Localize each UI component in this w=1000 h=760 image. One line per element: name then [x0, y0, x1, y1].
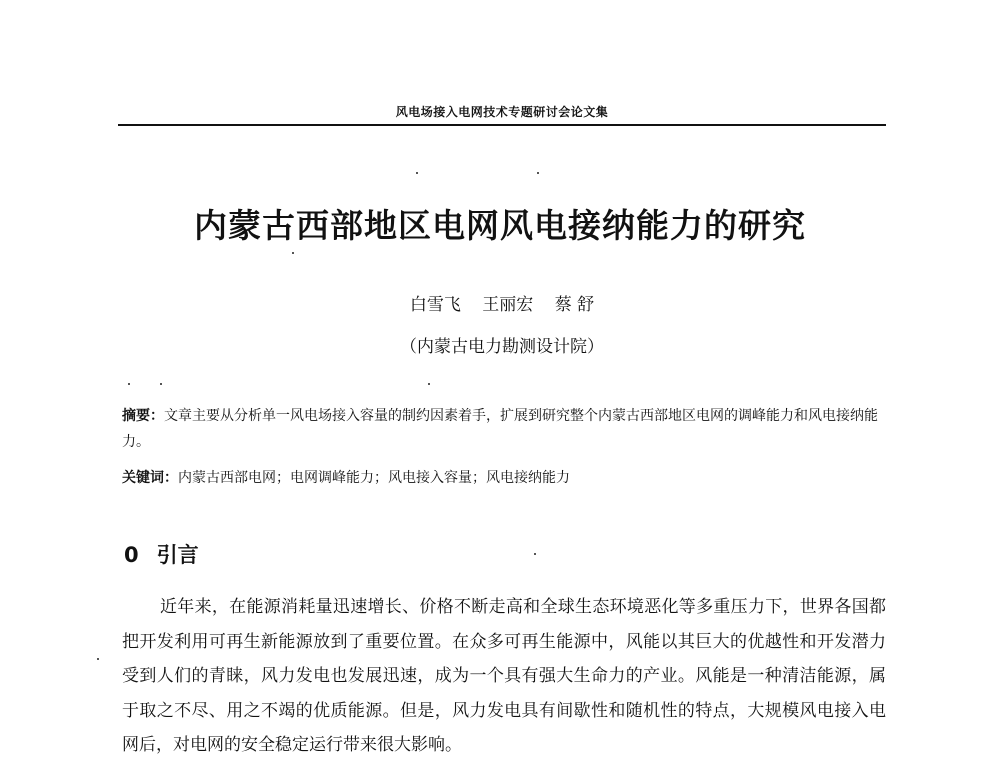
paper-title: 内蒙古西部地区电网风电接纳能力的研究	[194, 206, 806, 245]
scan-speck	[428, 383, 430, 385]
scan-speck	[128, 383, 130, 385]
scan-speck	[292, 252, 294, 254]
body-paragraph: 近年来，在能源消耗量迅速增长、价格不断走高和全球生态环境恶化等多重压力下，世界各国都把开发利用可再生新能源放到了重要位置。在众多可再生能源中，风能以其巨大的优越性和开发潜力受到人们的青睐，风力发电也发展迅速，成为一个具有强大生命力的产业。风能是一种清洁能源，属于取之不尽、用之不竭的优质能源。但是，风力发电具有间歇性和随机性的特点，大规模风电接入电网后，对电网的安全稳定运行带来很大影响。	[122, 597, 886, 755]
scan-speck	[537, 172, 539, 174]
abstract-label: 摘要：	[122, 408, 164, 424]
abstract-text: 文章主要从分析单一风电场接入容量的制约因素着手，扩展到研究整个内蒙古西部地区电网的调峰能力和风电接纳能力。	[122, 408, 878, 450]
author-affiliation: （内蒙古电力勘测设计院）	[400, 337, 604, 357]
section-number: 0	[124, 543, 139, 567]
section-title: 引言	[156, 543, 199, 567]
keywords-text: 内蒙古西部电网；电网调峰能力；风电接入容量；风电接纳能力	[178, 470, 570, 486]
keywords	[122, 465, 886, 491]
author-name: 白雪飞	[409, 295, 461, 315]
author-name: 蔡 舒	[554, 295, 595, 315]
keywords-label: 关键词：	[122, 470, 178, 486]
scan-speck	[416, 172, 418, 174]
author-name: 王丽宏	[482, 295, 534, 315]
abstract	[122, 403, 886, 455]
author-list	[118, 290, 886, 315]
header-rule	[118, 124, 886, 126]
running-header: 风电场接入电网技术专题研讨会论文集	[395, 105, 609, 119]
scan-speck	[534, 553, 536, 555]
scan-speck	[160, 383, 162, 385]
scan-speck	[97, 658, 99, 660]
section-heading	[124, 539, 199, 569]
